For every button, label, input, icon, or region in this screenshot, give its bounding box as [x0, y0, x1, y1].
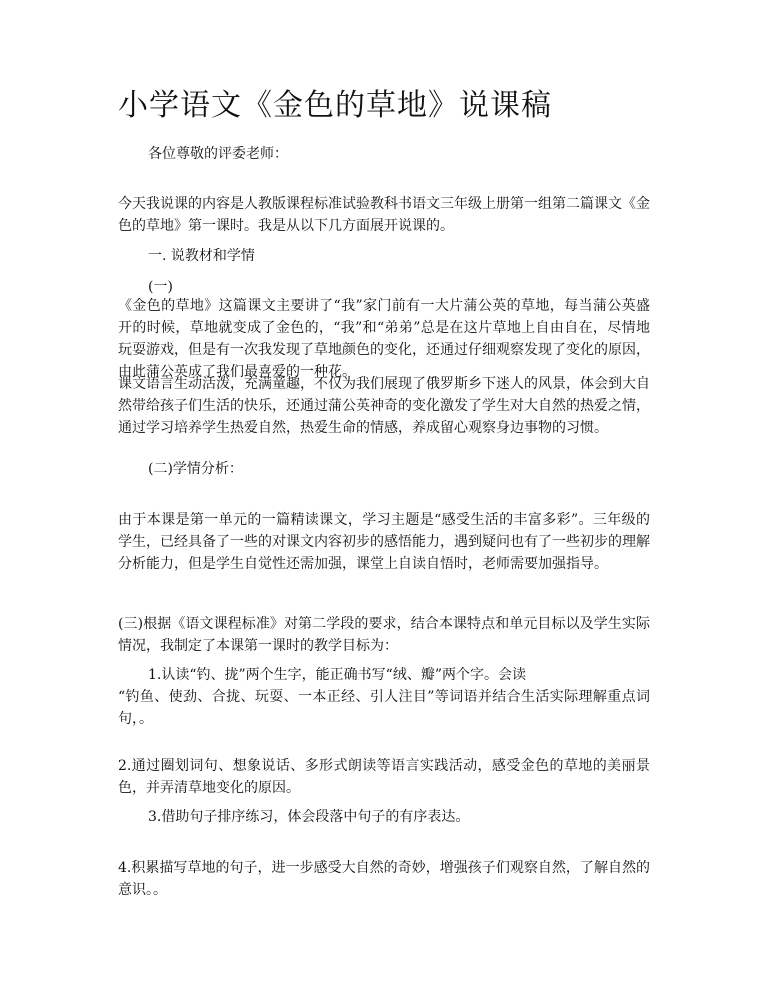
goal-1-line-2: “钓鱼、使劲、合拢、玩耍、一本正经、引人注目”等词语并结合生活实际理解重点词句，。	[118, 689, 650, 727]
goal-3: 3.借助句子排序练习，体会段落中句子的有序表达。	[148, 809, 470, 825]
intro-paragraph: 今天我说课的内容是人教版课程标准试验教科书语文三年级上册第一组第二篇课文《金色的草地》第一课时。我是从以下几方面展开说课的。	[118, 196, 650, 234]
goal-4: 4.积累描写草地的句子，进一步感受大自然的奇妙，增强孩子们观察自然，了解自然的意识。。	[118, 860, 650, 898]
document-title: 小学语文《金色的草地》说课稿	[118, 88, 552, 123]
subsection-2-paragraph: 由于本课是第一单元的一篇精读课文，学习主题是“感受生活的丰富多彩”。三年级的学生，已经具备了一些的对课文内容初步的感悟能力，遇到疑问也有了一些初步的理解分析能力，但是学生自觉性还需加强，课堂上自读自悟时，老师需要加强指导。	[118, 512, 650, 572]
greeting: 各位尊敬的评委老师：	[148, 146, 288, 162]
subsection-1-paragraph-2: 课文语言生动活泼，充满童趣，不仅为我们展现了俄罗斯乡下迷人的风景，体会到大自然带给孩子们生活的快乐，还通过蒲公英神奇的变化激发了学生对大自然的热爱之情，通过学习培养学生热爱自然，热爱生命的情感，养成留心观察身边事物的习惯。	[118, 376, 650, 436]
goal-2: 2.通过圈划词句、想象说话、多形式朗读等语言实践活动，感受金色的草地的美丽景色，并弄清草地变化的原因。	[118, 758, 650, 796]
goal-1-line-1: 1.认读“钓、拢”两个生字，能正确书写“绒、瓣”两个字。会读	[148, 667, 526, 683]
subsection-3-paragraph: (三)根据《语文课程标准》对第二学段的要求，结合本课特点和单元目标以及学生实际情况，我制定了本课第一课时的教学目标为：	[118, 616, 650, 654]
section-1-heading: 一. 说教材和学情	[148, 248, 255, 264]
subsection-1-label: (一)	[148, 279, 173, 295]
subsection-2-label: (二)学情分析：	[148, 461, 243, 477]
subsection-1-paragraph-1: 《金色的草地》这篇课文主要讲了“我”家门前有一大片蒲公英的草地，每当蒲公英盛开的时候，草地就变成了金色的，“我”和“弟弟”总是在这片草地上自由自在，尽情地玩耍游戏，但是有一次我发现了草地颜色的变化，还通过仔细观察发现了变化的原因，由此蒲公英成了我们最喜爱的一种花。	[118, 298, 650, 380]
